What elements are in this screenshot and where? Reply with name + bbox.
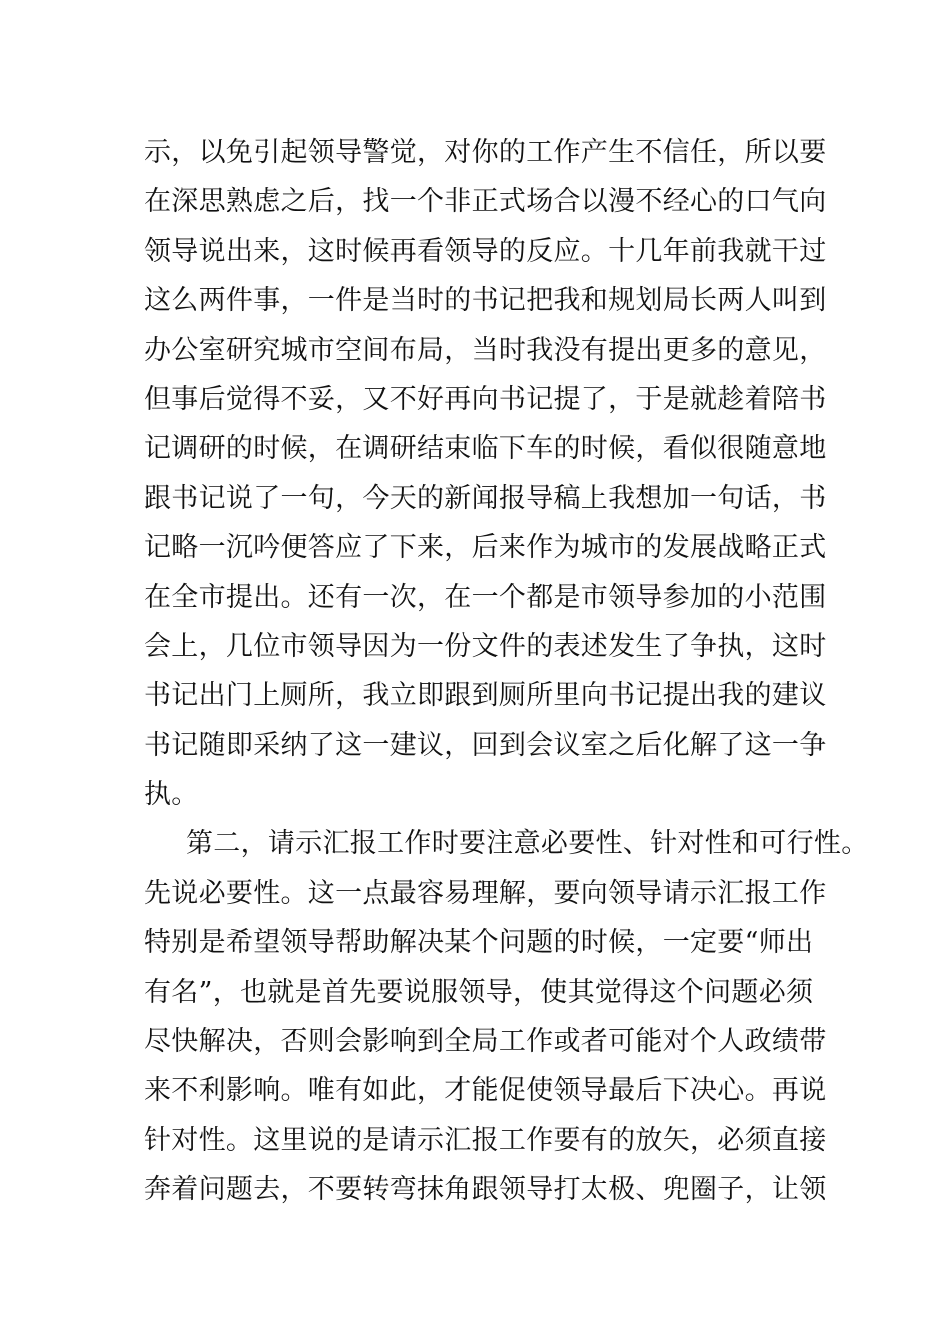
text-line-21: 针对性。这里说的是请示汇报工作要有的放矢，必须直接 (144, 1124, 827, 1156)
text-line-2: 在深思熟虑之后，找一个非正式场合以漫不经心的口气向 (144, 186, 827, 218)
text-line-20: 来不利影响。唯有如此，才能促使领导最后下决心。再说 (144, 1075, 827, 1107)
text-line-13: 书记随即采纳了这一建议，回到会议室之后化解了这一争 (144, 729, 827, 761)
text-line-5: 办公室研究城市空间布局，当时我没有提出更多的意见， (144, 334, 827, 366)
text-line-17: 特别是希望领导帮助解决某个问题的时候，一定要“师出 (144, 927, 814, 959)
text-line-12: 书记出门上厕所，我立即跟到厕所里向书记提出我的建议 (144, 680, 827, 712)
text-line-7: 记调研的时候，在调研结束临下车的时候，看似很随意地 (144, 433, 827, 465)
text-line-4: 这么两件事，一件是当时的书记把我和规划局长两人叫到 (144, 285, 827, 317)
text-line-16: 先说必要性。这一点最容易理解，要向领导请示汇报工作 (144, 877, 827, 909)
text-line-10: 在全市提出。还有一次，在一个都是市领导参加的小范围 (144, 581, 827, 613)
body-text (144, 128, 869, 1215)
text-line-14: 执。 (144, 779, 199, 811)
paragraph-heading-line: 第二，请示汇报工作时要注意必要性、针对性和可行性。 (186, 828, 869, 860)
text-line-18: 有名”，也就是首先要说服领导，使其觉得这个问题必须 (144, 976, 814, 1008)
text-line-22: 奔着问题去，不要转弯抹角跟领导打太极、兜圈子，让领 (144, 1174, 827, 1206)
text-line-8: 跟书记说了一句，今天的新闻报导稿上我想加一句话，书 (144, 482, 827, 514)
text-line-11: 会上，几位市领导因为一份文件的表述发生了争执，这时 (144, 630, 827, 662)
text-line-19: 尽快解决，否则会影响到全局工作或者可能对个人政绩带 (144, 1026, 827, 1058)
text-line-3: 领导说出来，这时候再看领导的反应。十几年前我就干过 (144, 235, 827, 267)
text-line-6: 但事后觉得不妥，又不好再向书记提了，于是就趁着陪书 (144, 383, 827, 415)
text-line-9: 记略一沉吟便答应了下来，后来作为城市的发展战略正式 (144, 532, 827, 564)
text-line-1: 示，以免引起领导警觉，对你的工作产生不信任，所以要 (144, 137, 827, 168)
